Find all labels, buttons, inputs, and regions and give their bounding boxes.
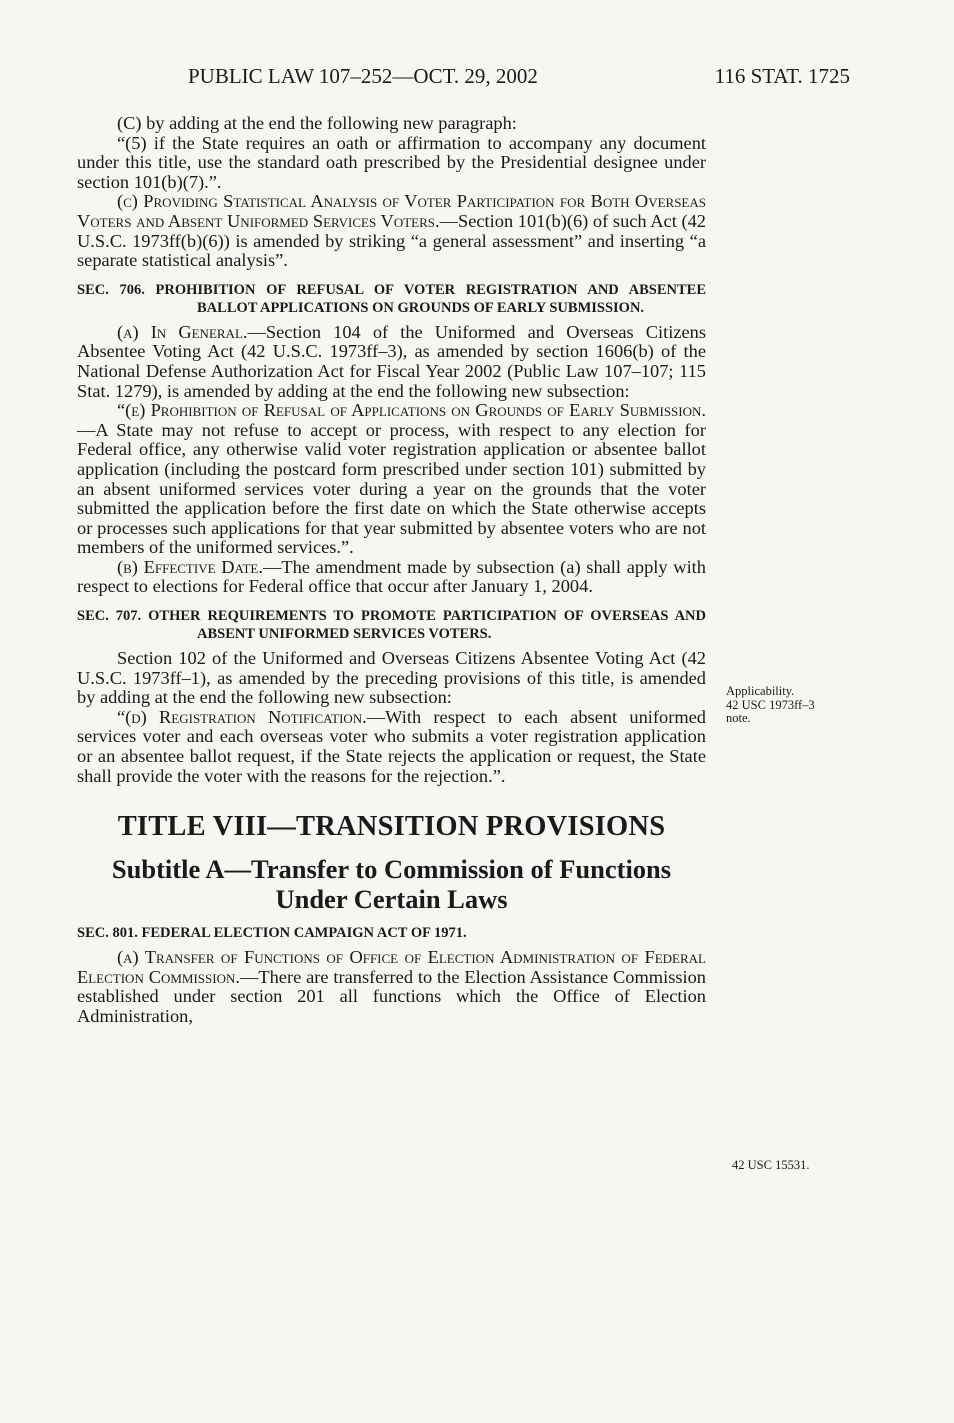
- section-706-a: [77, 323, 706, 401]
- paragraph-c-adding: (C) by adding at the end the following new paragraph:: [117, 113, 517, 133]
- subtitle-a-heading: Subtitle A—Transfer to Commission of Functions Under Certain Laws: [111, 854, 672, 915]
- page-header: [0, 64, 954, 92]
- section-706-b-body: —The amendment made by subsection (a) shall apply with respect to elections for Federal office that occur after January 1, 2004.: [77, 556, 706, 597]
- section-801-a-body: —There are transferred to the Election Assistance Commission established under section 201 all functions which the Office of Election Administration,: [77, 966, 707, 1026]
- margin-note-note: note.: [726, 711, 751, 725]
- subsection-c: [77, 192, 706, 270]
- section-801-a-heading: (a) Transfer of Functions of Office of Election Administration of Federal Election Commission.: [77, 947, 706, 987]
- section-801-heading: SEC. 801. FEDERAL ELECTION CAMPAIGN ACT OF 1971.: [77, 925, 467, 942]
- subsection-e-heading: “(e) Prohibition of Refusal of Applications on Grounds of Early Submission.: [117, 400, 706, 421]
- subsection-e-body: —A State may not refuse to accept or process, with respect to any election for Federal office, any otherwise valid voter registration application or absentee ballot application (including the postcard form prescribed under section 101) submitted by an absent uniformed services voter during a year on the grounds that the voter submitted the application before the first date on which the State otherwise accepts or processes such applications for that year submitted by absentee voters who are not members of the uniformed services.”.: [77, 419, 706, 558]
- margin-note-applicability: [726, 685, 815, 726]
- subsection-d-heading: “(d) Registration Notification.: [117, 706, 367, 727]
- section-706-a-body: —Section 104 of the Uniformed and Overseas Citizens Absentee Voting Act (42 U.S.C. 1973ff–3), as amended by section 1606(b) of the National Defense Authorization Act for Fiscal Year 2002 (Public Law 107–107; 115 Stat. 1279), is amended by adding at the end the following new subsection:: [77, 321, 707, 401]
- subsection-c-heading: (c) Providing Statistical Analysis of Voter Participation for Both Overseas Voters and Absent Uniformed Services Voters.: [77, 191, 706, 231]
- section-801-a: [77, 948, 706, 1026]
- subsection-d: [77, 708, 706, 786]
- body-text: [77, 114, 706, 1027]
- subsection-d-body: —With respect to each absent uniformed services voter and each overseas voter who submits a voter registration application or an absentee ballot request, if the State rejects the application or request, the State shall provide the voter with the reasons for the rejection.”.: [77, 706, 706, 786]
- paragraph-5-oath: “(5) if the State requires an oath or affirmation to accompany any document under this title, use the standard oath prescribed by the Presidential designee under section 101(b)(7).”.: [77, 132, 706, 192]
- subsection-e: [77, 401, 706, 558]
- section-706-b: [77, 558, 706, 597]
- stat-page-number: 116 STAT. 1725: [714, 64, 850, 88]
- running-title: PUBLIC LAW 107–252—OCT. 29, 2002: [188, 64, 538, 88]
- title-viii-heading: TITLE VIII—TRANSITION PROVISIONS: [117, 811, 666, 843]
- section-706-b-heading: (b) Effective Date.: [117, 556, 263, 577]
- subsection-c-body: —Section 101(b)(6) of such Act (42 U.S.C. 1973ff(b)(6)) is amended by striking “a general assessment” and inserting “a separate statistical analysis”.: [77, 210, 706, 271]
- section-707-heading: SEC. 707. OTHER REQUIREMENTS TO PROMOTE PARTICIPATION OF OVERSEAS AND ABSENT UNIFORMED SERVICES VOTERS.: [77, 608, 706, 643]
- section-707-body: Section 102 of the Uniformed and Overseas Citizens Absentee Voting Act (42 U.S.C. 1973ff–1), as amended by the preceding provisions of this title, is amended by adding at the end the following new subsection:: [77, 648, 706, 708]
- margin-note-usc-15531: 42 USC 15531.: [732, 1158, 810, 1172]
- margin-note-usc-1973ff3: 42 USC 1973ff–3: [726, 697, 815, 712]
- section-706-heading: SEC. 706. PROHIBITION OF REFUSAL OF VOTER REGISTRATION AND ABSENTEE BALLOT APPLICATIONS ON GROUNDS OF EARLY SUBMISSION.: [77, 281, 706, 316]
- margin-note-applicability-label: Applicability.: [726, 684, 795, 698]
- section-706-a-heading: (a) In General.: [117, 321, 248, 342]
